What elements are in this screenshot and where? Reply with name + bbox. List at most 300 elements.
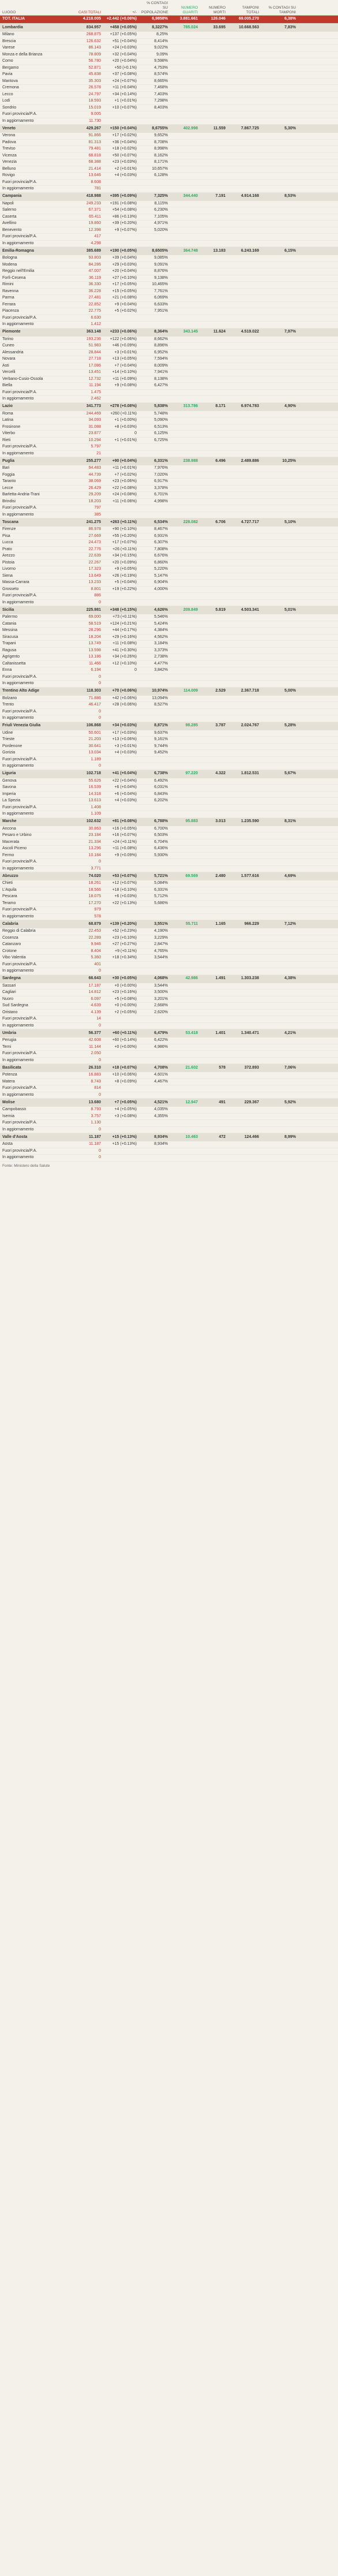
province-cell-empty xyxy=(261,133,298,139)
province-row[interactable] xyxy=(0,207,338,214)
province-cell: 8,896% xyxy=(139,343,170,350)
region-row[interactable] xyxy=(0,457,338,466)
province-row[interactable] xyxy=(0,553,338,560)
province-row[interactable] xyxy=(0,599,338,606)
province-row[interactable] xyxy=(0,343,338,350)
province-cell: +17 (+0.05%) xyxy=(103,282,139,289)
header-pop-percent[interactable]: % CONTAGI SU POPOLAZIONE xyxy=(139,0,170,16)
province-cell: In aggiornamento xyxy=(0,968,72,975)
province-row[interactable] xyxy=(0,573,338,580)
province-row[interactable] xyxy=(0,1022,338,1029)
province-row[interactable] xyxy=(0,173,338,180)
province-cell-empty xyxy=(298,201,338,207)
province-cell-empty xyxy=(298,1092,338,1099)
province-row[interactable] xyxy=(0,559,338,566)
province-cell: 27.669 xyxy=(72,533,103,540)
province-cell: 27.481 xyxy=(72,295,103,302)
province-row[interactable] xyxy=(0,262,338,268)
province-row[interactable] xyxy=(0,928,338,935)
province-cell-empty xyxy=(200,1072,228,1078)
province-row[interactable] xyxy=(0,139,338,146)
province-cell: 79.481 xyxy=(72,146,103,153)
province-cell xyxy=(103,389,139,396)
province-row[interactable] xyxy=(0,1003,338,1010)
province-cell-empty xyxy=(228,1051,261,1058)
province-row[interactable] xyxy=(0,791,338,798)
province-cell-empty xyxy=(200,1120,228,1127)
province-cell-empty xyxy=(261,78,298,85)
province-row[interactable] xyxy=(0,961,338,968)
region-row[interactable] xyxy=(0,722,338,730)
province-row[interactable] xyxy=(0,832,338,839)
province-cell: 6,633% xyxy=(139,301,170,308)
province-row[interactable] xyxy=(0,186,338,193)
province-row[interactable] xyxy=(0,702,338,709)
province-cell xyxy=(103,118,139,125)
province-row[interactable] xyxy=(0,295,338,302)
province-row[interactable] xyxy=(0,968,338,975)
province-row[interactable] xyxy=(0,614,338,621)
region-row[interactable] xyxy=(0,518,338,527)
province-row[interactable] xyxy=(0,85,338,92)
region-cell: 102.718 xyxy=(72,770,103,778)
province-row[interactable] xyxy=(0,846,338,853)
province-row[interactable] xyxy=(0,268,338,275)
province-cell-empty xyxy=(298,85,338,92)
province-row[interactable] xyxy=(0,798,338,805)
province-row[interactable] xyxy=(0,363,338,369)
province-cell-empty xyxy=(200,295,228,302)
province-cell-empty xyxy=(200,337,228,343)
province-row[interactable] xyxy=(0,811,338,818)
province-row[interactable] xyxy=(0,708,338,715)
province-row[interactable] xyxy=(0,152,338,159)
header-test-percent[interactable]: % CONTAGI SU TAMPONI xyxy=(261,0,298,16)
province-row[interactable] xyxy=(0,111,338,118)
province-cell: Fuori provincia/P.A. xyxy=(0,961,72,968)
province-cell: 17.270 xyxy=(72,900,103,907)
province-cell-empty xyxy=(228,566,261,573)
province-row[interactable] xyxy=(0,839,338,846)
province-row[interactable] xyxy=(0,221,338,227)
region-row[interactable] xyxy=(0,817,338,826)
province-row[interactable] xyxy=(0,852,338,859)
province-row[interactable] xyxy=(0,696,338,702)
province-cell-empty xyxy=(298,928,338,935)
province-cell-empty xyxy=(200,628,228,634)
province-row[interactable] xyxy=(0,465,338,472)
region-row[interactable] xyxy=(0,1099,338,1107)
province-cell: Alessandria xyxy=(0,349,72,356)
province-cell: Aosta xyxy=(0,1141,72,1148)
province-row[interactable] xyxy=(0,369,338,376)
province-row[interactable] xyxy=(0,383,338,390)
province-row[interactable] xyxy=(0,275,338,282)
covid-data-table xyxy=(0,0,338,1162)
province-row[interactable] xyxy=(0,1016,338,1023)
header-cured[interactable]: NUMERO GUARITI xyxy=(170,0,200,16)
province-row[interactable] xyxy=(0,1009,338,1016)
province-cell: Fuori provincia/P.A. xyxy=(0,674,72,681)
province-row[interactable] xyxy=(0,166,338,173)
province-row[interactable] xyxy=(0,240,338,247)
province-row[interactable] xyxy=(0,65,338,72)
province-cell-empty xyxy=(261,696,298,702)
province-row[interactable] xyxy=(0,58,338,65)
region-cell: 472 xyxy=(200,1133,228,1142)
province-row[interactable] xyxy=(0,880,338,887)
province-row[interactable] xyxy=(0,505,338,512)
province-row[interactable] xyxy=(0,580,338,587)
province-cell xyxy=(139,322,170,328)
province-cell-empty xyxy=(170,634,200,641)
province-row[interactable] xyxy=(0,743,338,750)
province-cell: 3,544% xyxy=(139,983,170,990)
province-row[interactable] xyxy=(0,450,338,457)
province-row[interactable] xyxy=(0,942,338,949)
province-row[interactable] xyxy=(0,566,338,573)
header-delta[interactable]: +/- xyxy=(103,0,139,16)
province-row[interactable] xyxy=(0,396,338,403)
province-row[interactable] xyxy=(0,72,338,79)
province-cell: 3,378% xyxy=(139,485,170,492)
province-cell-empty xyxy=(261,681,298,688)
province-row[interactable] xyxy=(0,750,338,757)
region-cell: +139 (+0.20%) xyxy=(103,920,139,929)
header-total-cases[interactable]: CASI TOTALI xyxy=(72,0,103,16)
region-cell: +30 (+0.05%) xyxy=(103,975,139,983)
province-row[interactable] xyxy=(0,159,338,166)
province-cell: Messina xyxy=(0,628,72,634)
region-row[interactable] xyxy=(0,770,338,778)
province-row[interactable] xyxy=(0,715,338,722)
province-cell: 21 xyxy=(72,450,103,457)
province-cell xyxy=(103,593,139,600)
province-cell: 1.189 xyxy=(72,756,103,763)
province-row[interactable] xyxy=(0,431,338,438)
province-row[interactable] xyxy=(0,179,338,186)
province-cell-empty xyxy=(170,990,200,996)
province-cell: 3,842% xyxy=(139,667,170,674)
province-row[interactable] xyxy=(0,214,338,221)
region-cell: 313.786 xyxy=(170,402,200,411)
province-row[interactable] xyxy=(0,1085,338,1092)
province-row[interactable] xyxy=(0,472,338,479)
province-row[interactable] xyxy=(0,730,338,737)
province-cell: 1.109 xyxy=(72,811,103,818)
province-row[interactable] xyxy=(0,282,338,289)
province-row[interactable] xyxy=(0,288,338,295)
province-cell xyxy=(103,444,139,451)
region-cell: 3.013 xyxy=(200,817,228,826)
province-row[interactable] xyxy=(0,1078,338,1085)
province-row[interactable] xyxy=(0,1148,338,1155)
province-row[interactable] xyxy=(0,859,338,866)
header-tests[interactable]: TAMPONI TOTALI xyxy=(228,0,261,16)
province-row[interactable] xyxy=(0,104,338,111)
province-row[interactable] xyxy=(0,411,338,417)
province-row[interactable] xyxy=(0,756,338,763)
province-row[interactable] xyxy=(0,512,338,518)
source-footer: Fonte: Ministero della Salute xyxy=(2,1163,50,1168)
region-row[interactable] xyxy=(0,1029,338,1038)
province-cell-empty xyxy=(228,1120,261,1127)
province-row[interactable] xyxy=(0,1057,338,1064)
province-cell-empty xyxy=(200,1057,228,1064)
province-row[interactable] xyxy=(0,634,338,641)
province-row[interactable] xyxy=(0,315,338,322)
province-row[interactable] xyxy=(0,737,338,744)
province-cell: 18.261 xyxy=(72,880,103,887)
province-row[interactable] xyxy=(0,301,338,308)
province-cell-empty xyxy=(261,852,298,859)
province-row[interactable] xyxy=(0,948,338,955)
province-row[interactable] xyxy=(0,887,338,894)
province-row[interactable] xyxy=(0,1120,338,1127)
province-row[interactable] xyxy=(0,337,338,343)
province-row[interactable] xyxy=(0,349,338,356)
province-row[interactable] xyxy=(0,38,338,45)
province-cell: 8,467% xyxy=(139,527,170,533)
province-row[interactable] xyxy=(0,1155,338,1162)
header-deaths[interactable]: NUMERO MORTI xyxy=(200,0,228,16)
province-row[interactable] xyxy=(0,133,338,139)
province-cell-empty xyxy=(298,832,338,839)
province-cell: Pescara xyxy=(0,894,72,901)
province-cell-empty xyxy=(261,593,298,600)
region-cell: 1.235.590 xyxy=(228,817,261,826)
province-cell-empty xyxy=(200,696,228,702)
region-row[interactable] xyxy=(0,872,338,881)
province-cell-empty xyxy=(261,1107,298,1113)
province-row[interactable] xyxy=(0,45,338,52)
region-row[interactable] xyxy=(0,328,338,337)
region-row[interactable] xyxy=(0,24,338,32)
province-row[interactable] xyxy=(0,78,338,85)
province-row[interactable] xyxy=(0,91,338,98)
total-cases: 4.218.005 xyxy=(72,16,103,24)
province-row[interactable] xyxy=(0,308,338,315)
province-row[interactable] xyxy=(0,1072,338,1078)
province-cell-empty xyxy=(228,396,261,403)
province-cell: In aggiornamento xyxy=(0,681,72,688)
province-cell-empty xyxy=(298,424,338,431)
province-row[interactable] xyxy=(0,586,338,593)
region-cell: Abruzzo xyxy=(0,872,72,881)
province-row[interactable] xyxy=(0,1126,338,1133)
province-cell-empty xyxy=(298,383,338,390)
province-row[interactable] xyxy=(0,444,338,451)
province-row[interactable] xyxy=(0,621,338,628)
region-row[interactable] xyxy=(0,1064,338,1073)
province-cell: Caltanissetta xyxy=(0,660,72,667)
province-row[interactable] xyxy=(0,546,338,553)
province-cell: 11.194 xyxy=(72,383,103,390)
province-cell-empty xyxy=(298,913,338,920)
province-row[interactable] xyxy=(0,996,338,1003)
province-row[interactable] xyxy=(0,935,338,942)
province-cell-empty xyxy=(298,450,338,457)
region-cell: 4,708% xyxy=(139,1064,170,1073)
province-row[interactable] xyxy=(0,865,338,872)
province-row[interactable] xyxy=(0,376,338,383)
province-cell-empty xyxy=(228,146,261,153)
province-cell-empty xyxy=(170,207,200,214)
province-row[interactable] xyxy=(0,804,338,811)
province-cell-empty xyxy=(170,928,200,935)
region-cell: 4,521% xyxy=(139,1099,170,1107)
province-row[interactable] xyxy=(0,1044,338,1051)
region-cell: 1.303.238 xyxy=(228,975,261,983)
province-cell-empty xyxy=(298,308,338,315)
province-cell: 0 xyxy=(72,1057,103,1064)
region-row[interactable] xyxy=(0,606,338,615)
province-row[interactable] xyxy=(0,437,338,444)
province-row[interactable] xyxy=(0,118,338,125)
province-row[interactable] xyxy=(0,785,338,792)
province-cell-empty xyxy=(261,308,298,315)
province-cell-empty xyxy=(228,913,261,920)
province-row[interactable] xyxy=(0,485,338,492)
region-row[interactable] xyxy=(0,975,338,983)
province-row[interactable] xyxy=(0,98,338,105)
province-row[interactable] xyxy=(0,628,338,634)
province-row[interactable] xyxy=(0,201,338,207)
province-cell: Terni xyxy=(0,1044,72,1051)
province-cell-empty xyxy=(228,255,261,262)
province-row[interactable] xyxy=(0,492,338,499)
province-row[interactable] xyxy=(0,674,338,681)
province-row[interactable] xyxy=(0,593,338,600)
region-row[interactable] xyxy=(0,1133,338,1142)
region-cell: 8,364% xyxy=(139,328,170,337)
province-cell-empty xyxy=(200,38,228,45)
province-row[interactable] xyxy=(0,424,338,431)
province-row[interactable] xyxy=(0,1107,338,1113)
province-row[interactable] xyxy=(0,667,338,674)
province-cell: Frosinone xyxy=(0,424,72,431)
province-row[interactable] xyxy=(0,540,338,547)
province-row[interactable] xyxy=(0,146,338,153)
province-row[interactable] xyxy=(0,533,338,540)
province-row[interactable] xyxy=(0,498,338,505)
province-cell-empty xyxy=(298,349,338,356)
province-cell-empty xyxy=(228,301,261,308)
province-cell-empty xyxy=(228,166,261,173)
province-cell: Catania xyxy=(0,621,72,628)
province-row[interactable] xyxy=(0,1141,338,1148)
province-row[interactable] xyxy=(0,32,338,38)
header-place[interactable]: LUOGO xyxy=(0,0,72,16)
province-cell: +6 (+0.04%) xyxy=(103,791,139,798)
province-row[interactable] xyxy=(0,955,338,962)
province-cell-empty xyxy=(261,38,298,45)
province-row[interactable] xyxy=(0,913,338,920)
province-cell-empty xyxy=(298,111,338,118)
region-row[interactable] xyxy=(0,920,338,929)
province-cell: Isernia xyxy=(0,1113,72,1120)
province-cell-empty xyxy=(298,900,338,907)
province-row[interactable] xyxy=(0,1113,338,1120)
province-row[interactable] xyxy=(0,907,338,914)
province-row[interactable] xyxy=(0,227,338,234)
province-cell: +39 (+0.20%) xyxy=(103,221,139,227)
province-row[interactable] xyxy=(0,1037,338,1044)
province-row[interactable] xyxy=(0,763,338,770)
province-cell: 13.233 xyxy=(72,580,103,587)
province-cell-empty xyxy=(228,880,261,887)
province-cell-empty xyxy=(298,865,338,872)
province-cell: +15 (+0.05%) xyxy=(103,288,139,295)
province-cell-empty xyxy=(228,1092,261,1099)
region-cell: 2.489.886 xyxy=(228,457,261,466)
province-cell: Catanzaro xyxy=(0,942,72,949)
region-row[interactable] xyxy=(0,192,338,201)
province-row[interactable] xyxy=(0,356,338,363)
province-row[interactable] xyxy=(0,322,338,328)
region-row[interactable] xyxy=(0,247,338,256)
province-row[interactable] xyxy=(0,641,338,648)
province-row[interactable] xyxy=(0,990,338,996)
province-row[interactable] xyxy=(0,417,338,424)
province-row[interactable] xyxy=(0,234,338,241)
province-cell-empty xyxy=(228,955,261,962)
province-row[interactable] xyxy=(0,51,338,58)
province-cell-empty xyxy=(170,356,200,363)
region-row[interactable] xyxy=(0,402,338,411)
region-row[interactable] xyxy=(0,125,338,133)
province-row[interactable] xyxy=(0,1051,338,1058)
province-cell-empty xyxy=(298,234,338,241)
province-row[interactable] xyxy=(0,479,338,486)
province-row[interactable] xyxy=(0,894,338,901)
province-cell-empty xyxy=(170,240,200,247)
province-row[interactable] xyxy=(0,900,338,907)
province-row[interactable] xyxy=(0,389,338,396)
province-cell-empty xyxy=(200,275,228,282)
province-cell-empty xyxy=(298,221,338,227)
province-cell-empty xyxy=(261,715,298,722)
province-cell-empty xyxy=(170,275,200,282)
province-cell-empty xyxy=(200,472,228,479)
province-cell-empty xyxy=(298,417,338,424)
province-cell-empty xyxy=(170,798,200,805)
province-cell: Fuori provincia/P.A. xyxy=(0,444,72,451)
province-row[interactable] xyxy=(0,654,338,661)
province-row[interactable] xyxy=(0,1092,338,1099)
province-cell-empty xyxy=(298,880,338,887)
province-row[interactable] xyxy=(0,647,338,654)
province-cell: 14 xyxy=(72,1016,103,1023)
province-cell-empty xyxy=(298,647,338,654)
province-cell: 5.360 xyxy=(72,955,103,962)
province-row[interactable] xyxy=(0,681,338,688)
province-cell-empty xyxy=(298,1057,338,1064)
province-row[interactable] xyxy=(0,527,338,533)
region-row[interactable] xyxy=(0,687,338,696)
province-row[interactable] xyxy=(0,255,338,262)
province-row[interactable] xyxy=(0,983,338,990)
province-cell: Fuori provincia/P.A. xyxy=(0,389,72,396)
province-cell: 10.294 xyxy=(72,437,103,444)
table-header-row xyxy=(0,0,338,16)
province-cell xyxy=(103,186,139,193)
province-row[interactable] xyxy=(0,660,338,667)
province-row[interactable] xyxy=(0,826,338,832)
province-cell-empty xyxy=(200,376,228,383)
province-cell xyxy=(103,763,139,770)
province-row[interactable] xyxy=(0,778,338,785)
